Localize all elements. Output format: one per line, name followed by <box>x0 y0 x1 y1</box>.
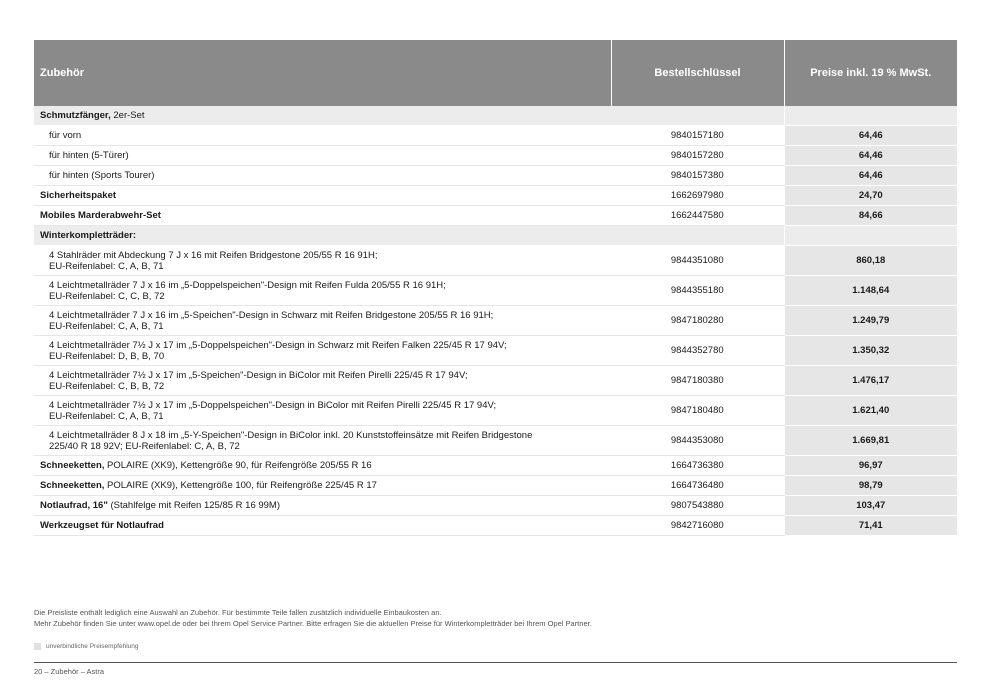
row-price: 103,47 <box>784 496 957 516</box>
row-code: 9840157380 <box>611 166 784 186</box>
table-row <box>34 276 957 306</box>
row-code: 9807543880 <box>611 496 784 516</box>
row-label-line2: EU-Reifenlabel: C, A, B, 71 <box>49 320 164 332</box>
row-label-line2: EU-Reifenlabel: C, A, B, 71 <box>49 410 164 422</box>
table-header <box>34 40 957 106</box>
row-label-line2: EU-Reifenlabel: C, A, B, 71 <box>49 260 164 272</box>
table-row <box>34 336 957 366</box>
row-label: für hinten (Sports Tourer) <box>49 170 155 181</box>
row-label: Winterkompletträder: <box>34 226 611 246</box>
table-row <box>34 206 957 226</box>
row-label: Mobiles Marderabwehr-Set <box>34 206 611 226</box>
table-row <box>34 456 957 476</box>
row-label-rest: POLAIRE (XK9), Kettengröße 90, für Reifengröße 205/55 R 16 <box>104 460 372 471</box>
footer-divider <box>34 662 957 663</box>
row-price: 1.476,17 <box>784 366 957 396</box>
row-label <box>34 106 611 126</box>
table-row <box>34 126 957 146</box>
page-footer: 20 – Zubehör – Astra <box>34 667 105 676</box>
header-order-key: Bestellschlüssel <box>611 40 784 106</box>
row-price: 1.350,32 <box>784 336 957 366</box>
row-label-rest: POLAIRE (XK9), Kettengröße 100, für Reifengröße 225/45 R 17 <box>104 480 377 491</box>
row-label-line1: 4 Leichtmetallräder 7½ J x 17 im „5-Speichen"-Design in BiColor mit Reifen Pirelli 225/45 R 17 94V; <box>49 369 468 381</box>
footnote-line2: Mehr Zubehör finden Sie unter www.opel.de oder bei Ihrem Opel Service Partner. Bitte erfragen Sie die aktuellen Preise für Winterkompletträder bei Ihrem Opel Partner. <box>34 619 592 628</box>
table-row <box>34 146 957 166</box>
row-price: 64,46 <box>784 166 957 186</box>
table-row <box>34 186 957 206</box>
row-label-bold: Schmutzfänger, <box>40 110 111 121</box>
table-row <box>34 516 957 536</box>
table-row <box>34 246 957 276</box>
row-code: 1664736380 <box>611 456 784 476</box>
row-code: 9844351080 <box>611 246 784 276</box>
table-row <box>34 306 957 336</box>
footnote-line1: Die Preisliste enthält lediglich eine Auswahl an Zubehör. Für bestimmte Teile fallen zusätzlich individuelle Einbaukosten an. <box>34 608 442 617</box>
row-price: 64,46 <box>784 126 957 146</box>
row-price: 84,66 <box>784 206 957 226</box>
table-row <box>34 426 957 456</box>
row-code: 9842716080 <box>611 516 784 536</box>
row-label-line1: 4 Leichtmetallräder 7½ J x 17 im „5-Doppelspeichen"-Design in BiColor mit Reifen Pirelli 225/45 R 17 94V; <box>49 399 497 411</box>
row-label-bold: Notlaufrad, 16" <box>40 500 108 511</box>
row-label: für vorn <box>49 130 82 141</box>
row-code: 1664736480 <box>611 476 784 496</box>
row-label-line2: EU-Reifenlabel: C, C, B, 72 <box>49 290 165 302</box>
footnote <box>34 607 592 629</box>
row-code: 1662447580 <box>611 206 784 226</box>
row-label-rest: (Stahlfelge mit Reifen 125/85 R 16 99M) <box>107 500 281 511</box>
header-price: Preise inkl. 19 % MwSt. <box>784 40 957 106</box>
legend-swatch-icon <box>34 643 41 650</box>
row-price: 1.621,40 <box>784 396 957 426</box>
row-code: 9847180280 <box>611 306 784 336</box>
row-label-line1: 4 Leichtmetallräder 7 J x 16 im „5-Speichen"-Design in Schwarz mit Reifen Bridgestone 205/55 R 16 91H; <box>49 309 494 321</box>
table-row <box>34 106 957 126</box>
price-legend <box>34 643 139 650</box>
row-code: 9844353080 <box>611 426 784 456</box>
row-price: 71,41 <box>784 516 957 536</box>
table-row <box>34 396 957 426</box>
row-label-line2: EU-Reifenlabel: D, B, B, 70 <box>49 350 165 362</box>
table-row <box>34 226 957 246</box>
row-label-line1: 4 Leichtmetallräder 7½ J x 17 im „5-Doppelspeichen"-Design in Schwarz mit Reifen Falken 225/45 R 17 94V; <box>49 339 507 351</box>
row-label-line2: EU-Reifenlabel: C, B, B, 72 <box>49 380 165 392</box>
row-label-line1: 4 Leichtmetallräder 8 J x 18 im „5-Y-Speichen"-Design in BiColor inkl. 20 Kunststoffeinsätze mit Reifen Bridgestone <box>49 429 533 441</box>
row-price: 64,46 <box>784 146 957 166</box>
row-price: 98,79 <box>784 476 957 496</box>
row-code: 9847180480 <box>611 396 784 426</box>
row-label-bold: Schneeketten, <box>40 460 105 471</box>
row-label: Sicherheitspaket <box>34 186 611 206</box>
row-label-bold: Schneeketten, <box>40 480 105 491</box>
row-label-line2: 225/40 R 18 92V; EU-Reifenlabel: C, A, B, 72 <box>49 440 240 452</box>
row-code: 9847180380 <box>611 366 784 396</box>
row-label-rest: 2er-Set <box>110 110 145 121</box>
row-code: 9844355180 <box>611 276 784 306</box>
price-table <box>34 40 957 536</box>
table-row <box>34 496 957 516</box>
row-label: Werkzeugset für Notlaufrad <box>34 516 611 536</box>
row-code: 9840157180 <box>611 126 784 146</box>
row-price: 860,18 <box>784 246 957 276</box>
row-price: 1.249,79 <box>784 306 957 336</box>
row-label-line1: 4 Leichtmetallräder 7 J x 16 im „5-Doppelspeichen"-Design mit Reifen Fulda 205/55 R 16 91H; <box>49 279 446 291</box>
row-label: für hinten (5-Türer) <box>49 150 129 161</box>
header-accessory: Zubehör <box>34 40 611 106</box>
table-row <box>34 476 957 496</box>
table-row <box>34 366 957 396</box>
row-code: 1662697980 <box>611 186 784 206</box>
row-price: 1.669,81 <box>784 426 957 456</box>
row-price: 24,70 <box>784 186 957 206</box>
legend-label: unverbindliche Preisempfehlung <box>46 643 139 650</box>
row-price: 1.148,64 <box>784 276 957 306</box>
row-code: 9844352780 <box>611 336 784 366</box>
row-label-line1: 4 Stahlräder mit Abdeckung 7 J x 16 mit Reifen Bridgestone 205/55 R 16 91H; <box>49 249 378 261</box>
row-price: 96,97 <box>784 456 957 476</box>
table-row <box>34 166 957 186</box>
row-code: 9840157280 <box>611 146 784 166</box>
